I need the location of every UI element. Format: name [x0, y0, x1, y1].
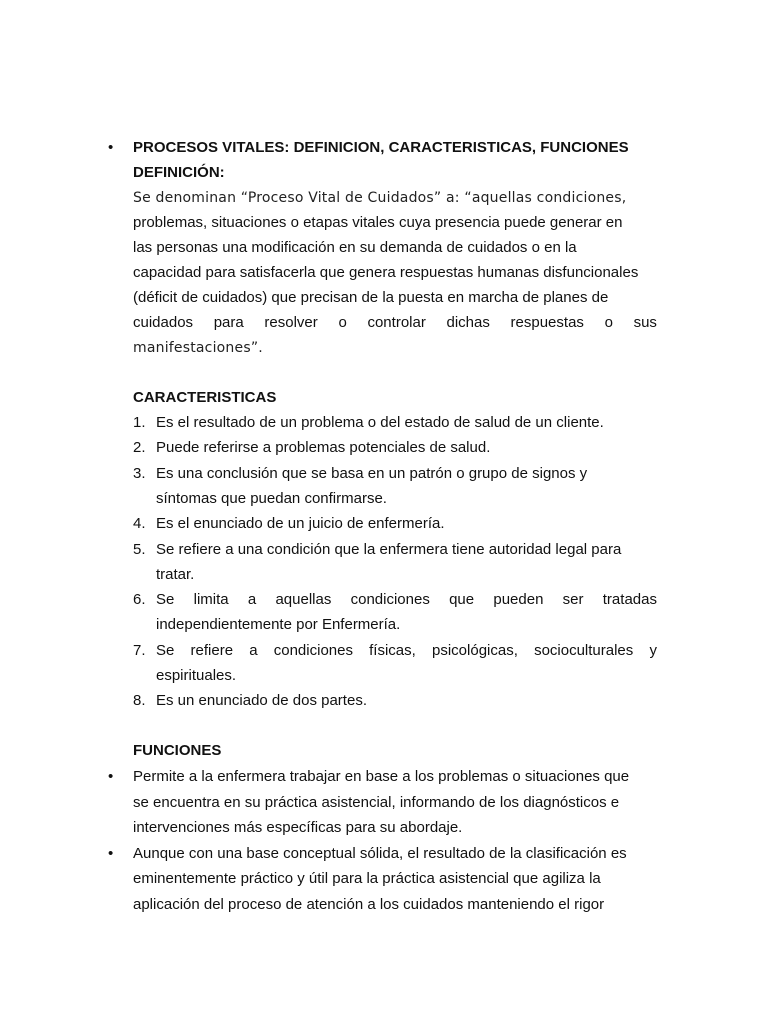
- list-item: Es el enunciado de un juicio de enfermería.: [156, 515, 445, 532]
- list-item: [156, 590, 657, 610]
- word: para: [213, 314, 244, 331]
- funciones-item-line: intervenciones más específicas para su abordaje.: [133, 819, 463, 836]
- page-title: PROCESOS VITALES: DEFINICION, CARACTERISTICAS, FUNCIONES: [133, 139, 629, 156]
- list-item: Puede referirse a problemas potenciales de salud.: [156, 439, 491, 456]
- word: socioculturales: [534, 642, 634, 659]
- funciones-item-line: Aunque con una base conceptual sólida, el resultado de la clasificación es: [133, 845, 627, 862]
- definicion-line: las personas una modificación en su demanda de cuidados o en la: [133, 239, 577, 256]
- list-number: 6.: [133, 591, 146, 608]
- list-number: 3.: [133, 465, 146, 482]
- word: limita: [193, 591, 229, 608]
- word: cuidados: [133, 314, 194, 331]
- word: a: [247, 591, 257, 608]
- funciones-item-line: se encuentra en su práctica asistencial, informando de los diagnósticos e: [133, 794, 620, 811]
- word: o: [338, 314, 347, 331]
- list-item-continuation: independientemente por Enfermería.: [156, 616, 401, 633]
- list-number: 1.: [133, 414, 146, 431]
- word: pueden: [493, 591, 544, 608]
- word: sus: [633, 314, 657, 331]
- word: condiciones: [273, 642, 353, 659]
- word: refiere: [190, 642, 234, 659]
- definicion-line: (déficit de cuidados) que precisan de la puesta en marcha de planes de: [133, 289, 609, 306]
- word: controlar: [367, 314, 426, 331]
- funciones-bullet: •: [108, 845, 114, 862]
- list-item: [156, 641, 657, 661]
- definicion-line: [133, 313, 657, 333]
- word: resolver: [264, 314, 318, 331]
- definicion-line: capacidad para satisfacerla que genera respuestas humanas disfuncionales: [133, 264, 639, 281]
- funciones-item-line: eminentemente práctico y útil para la práctica asistencial que agiliza la: [133, 870, 601, 887]
- definicion-line: manifestaciones”.: [133, 340, 263, 356]
- word: respuestas: [510, 314, 584, 331]
- list-item: Es una conclusión que se basa en un patrón o grupo de signos y: [156, 465, 588, 482]
- caracteristicas-label: CARACTERISTICAS: [133, 389, 277, 406]
- definicion-line: Se denominan “Proceso Vital de Cuidados” a: “aquellas condiciones,: [133, 190, 627, 206]
- word: y: [649, 642, 657, 659]
- word: que: [449, 591, 475, 608]
- word: físicas,: [369, 642, 416, 659]
- word: tratadas: [602, 591, 657, 608]
- heading-bullet: •: [108, 139, 114, 156]
- word: Se: [156, 642, 175, 659]
- list-item-continuation: tratar.: [156, 566, 195, 583]
- list-item-continuation: espirituales.: [156, 667, 237, 684]
- word: condiciones: [350, 591, 430, 608]
- word: ser: [562, 591, 584, 608]
- list-number: 7.: [133, 642, 146, 659]
- list-number: 8.: [133, 692, 146, 709]
- list-number: 2.: [133, 439, 146, 456]
- word: dichas: [446, 314, 490, 331]
- word: aquellas: [275, 591, 332, 608]
- funciones-item-line: aplicación del proceso de atención a los cuidados manteniendo el rigor: [133, 896, 605, 913]
- definicion-label: DEFINICIÓN:: [133, 164, 225, 181]
- list-item-continuation: síntomas que puedan confirmarse.: [156, 490, 387, 507]
- definicion-line: problemas, situaciones o etapas vitales cuya presencia puede generar en: [133, 214, 623, 231]
- word: Se: [156, 591, 175, 608]
- list-number: 5.: [133, 541, 146, 558]
- list-item: Es un enunciado de dos partes.: [156, 692, 367, 709]
- list-number: 4.: [133, 515, 146, 532]
- word: psicológicas,: [432, 642, 518, 659]
- funciones-bullet: •: [108, 768, 114, 785]
- word: o: [604, 314, 613, 331]
- funciones-item-line: Permite a la enfermera trabajar en base a los problemas o situaciones que: [133, 768, 630, 785]
- word: a: [249, 642, 258, 659]
- list-item: Es el resultado de un problema o del estado de salud de un cliente.: [156, 414, 604, 431]
- list-item: Se refiere a una condición que la enfermera tiene autoridad legal para: [156, 541, 622, 558]
- funciones-label: FUNCIONES: [133, 742, 222, 759]
